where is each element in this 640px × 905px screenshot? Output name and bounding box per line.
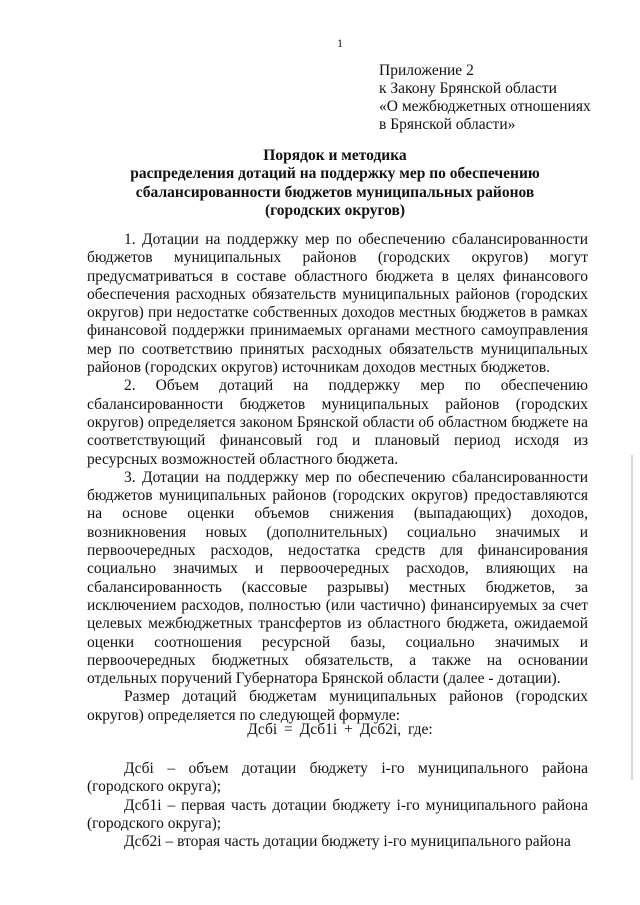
document-title [80,147,590,220]
paragraph-3: 3. Дотации на поддержку мер по обеспечению сбалансированности бюджетов муниципальных районов (городских округов) предоставляются на основе оценки объемов снижения (выпадающих) доходов, возникновения новых (дополнительных) социально значимых и первоочередных расходов, недостатка средств для финансирования социально значимых и первоочередных расходов, влияющих на сбалансированность (кассовые разрывы) местных бюджетов, за исключением расходов, полностью (или частично) финансируемых за счет целевых межбюджетных трансфертов из областного бюджета, ожидаемой оценки соотношения ресурсной базы, социально значимых и первоочередных бюджетных обязательств, а также на основании отдельных поручений Губернатора Брянской области (далее - дотации). [87,468,588,688]
appendix-line: Приложение 2 [379,62,474,79]
page-number: 1 [337,36,343,50]
document-body [87,231,588,725]
definition-item: Дсб1i – первая часть дотации бюджету i-го муниципального района (городского округа); [87,796,588,832]
appendix-line: в Брянской области» [379,116,516,133]
paragraph-2: 2. Объем дотаций на поддержку мер по обеспечению сбалансированности бюджетов муниципальных районов (городских округов) определяется законом Брянской области об областном бюджете на соответствующий финансовый год и плановый период исходя из ресурсных возможностей областного бюджета. [87,377,588,468]
formula-definitions [87,760,588,851]
appendix-line: к Закону Брянской области [379,80,557,97]
scan-edge-shadow [631,455,633,780]
appendix-header [379,62,591,134]
appendix-line: «О межбюджетных отношениях [379,98,591,115]
title-line: сбалансированности бюджетов муниципальных районов [135,183,535,201]
title-line: (городских округов) [264,201,406,219]
paragraph-1: 1. Дотации на поддержку мер по обеспечению сбалансированности бюджетов муниципальных районов (городских округов) могут предусматриваться в составе областного бюджета в целях финансового обеспечения расходных обязательств муниципальных районов (городских округов) при недостатке собственных доходов местных бюджетов в рамках финансовой поддержки принимаемых органами местного самоуправления мер по соответствию принятых расходных обязательств муниципальных районов (городских округов) источникам доходов местных бюджетов. [87,231,588,377]
paragraph-formula-intro: Размер дотаций бюджетам муниципальных районов (городских округов) определяется по следующей формуле: [87,688,588,724]
definition-item: Дсб2i – вторая часть дотации бюджету i-го муниципального района [124,833,571,851]
title-line: распределения дотаций на поддержку мер по обеспечению [130,165,540,183]
title-line: Порядок и методика [263,147,407,164]
formula: Дсбi = Дсб1i + Дсб2i, где: [247,721,433,738]
definition-item: Дсбi – объем дотации бюджету i-го муниципального района (городского округа); [87,760,588,796]
